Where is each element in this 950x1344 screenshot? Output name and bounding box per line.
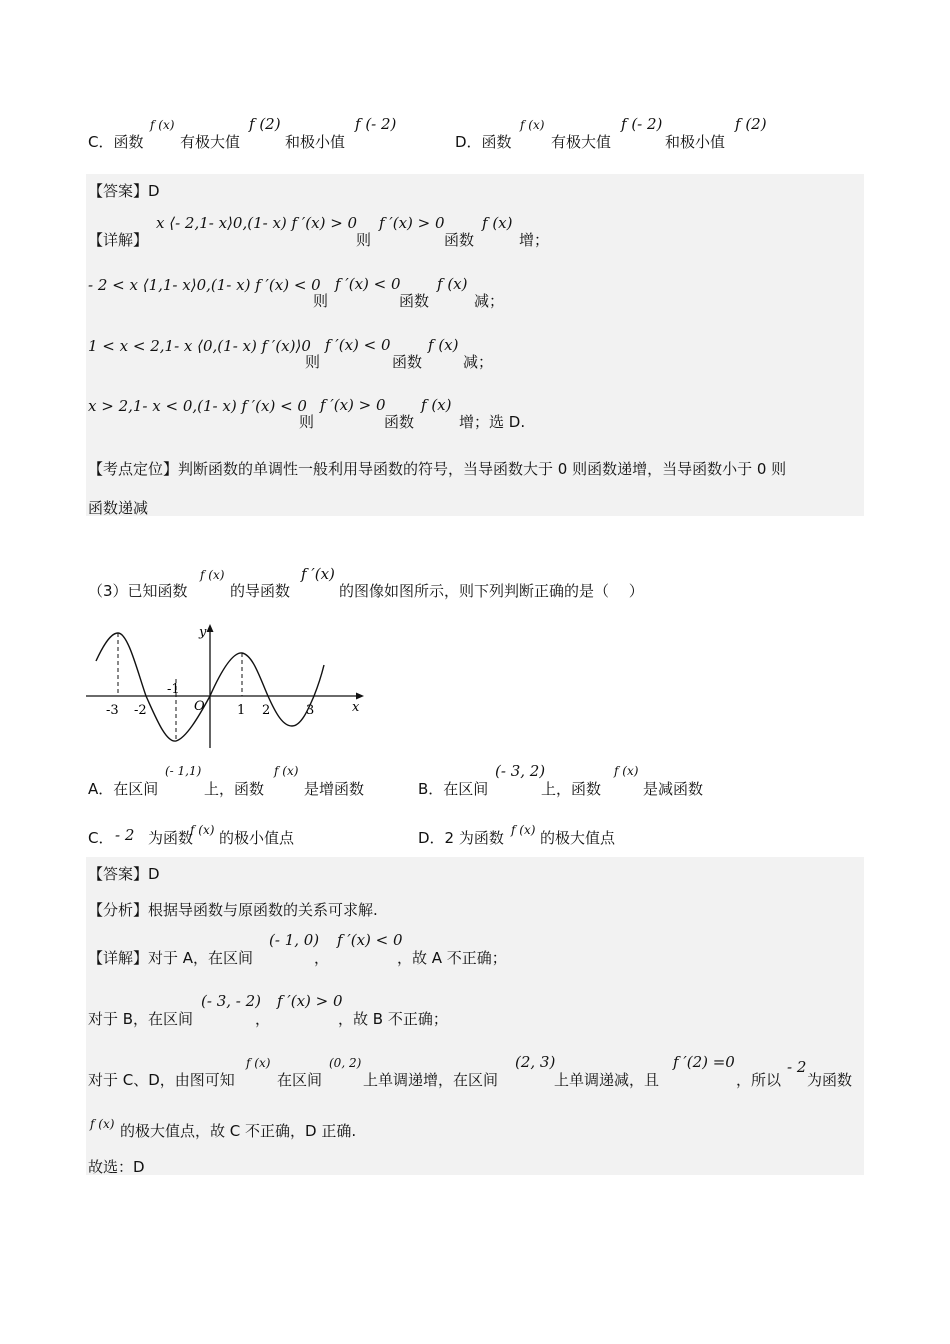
q2-line2-math: - 2 < x ⟨1,1- x⟩0,(1- x) f ′(x) < 0 — [88, 276, 321, 294]
q3-detail-line3-int1: (0, 2) — [329, 1056, 362, 1070]
q3-detail-line1-end: ，故 A 不正确； — [397, 949, 507, 967]
q2-line4-math: x > 2,1- x < 0,(1- x) f ′(x) < 0 — [88, 397, 307, 415]
q3-option-c-val: - 2 — [115, 826, 135, 844]
q3-option-c-label: C． — [88, 829, 114, 847]
q3-detail-line3-val: - 2 — [787, 1058, 807, 1076]
q3-analysis: 【分析】根据导函数与原函数的关系可求解. — [88, 901, 378, 919]
q3-answer: 【答案】D — [88, 865, 160, 883]
q2-line1-then: 则 — [356, 231, 372, 249]
q2-option-c-and-min: 和极小值 — [285, 133, 346, 151]
q3-detail-line3-eq: f ′(2) =0 — [673, 1053, 735, 1071]
q3-stem-b: 的导函数 — [230, 582, 291, 600]
q2-option-d-and-min: 和极小值 — [665, 133, 726, 151]
q2-option-c-label: C．函数 — [88, 133, 144, 151]
q2-line1-deriv: f ′(x) > 0 — [379, 214, 445, 232]
q3-detail-line1-deriv: f ′(x) < 0 — [337, 931, 403, 949]
q2-line3-then: 则 — [305, 353, 321, 371]
q3-detail-line3-f: 为函数 — [807, 1071, 853, 1089]
q2-line4-func: 函数 — [384, 413, 415, 431]
q3-stem-dfx: f ′(x) — [301, 565, 335, 583]
q2-option-d-fx: f (x) — [520, 118, 545, 132]
q2-option-d-label: D．函数 — [455, 133, 512, 151]
q3-detail-line2-deriv: f ′(x) > 0 — [277, 992, 343, 1010]
q2-detail-label: 【详解】 — [88, 231, 149, 249]
q3-detail-line4-fx: f (x) — [90, 1117, 115, 1131]
q3-detail-line1-comma: ， — [314, 949, 330, 967]
q3-option-c-mid: 为函数 — [148, 829, 194, 847]
q2-line2-end: 减； — [474, 292, 505, 310]
q3-detail-line2-end: ，故 B 不正确； — [338, 1010, 448, 1028]
tick-label-3: 3 — [306, 703, 315, 718]
q2-line3-func: 函数 — [392, 353, 423, 371]
q2-line4-fx: f (x) — [421, 396, 452, 414]
q3-detail-line3-int2: (2, 3) — [515, 1053, 556, 1071]
q2-option-d-f2: f (2) — [735, 115, 767, 133]
q3-detail-line3-a: 对于 C、D，由图可知 — [88, 1071, 235, 1089]
q2-kaodian-line2: 函数递减 — [88, 499, 149, 517]
y-axis-arrow — [207, 624, 214, 632]
q2-line3-math: 1 < x < 2,1- x ⟨0,(1- x) f ′(x)⟩0 — [88, 337, 311, 355]
q2-line3-deriv: f ′(x) < 0 — [325, 336, 391, 354]
q3-stem-a: （3）已知函数 — [88, 582, 188, 600]
q3-detail-line3-e: ，所以 — [736, 1071, 782, 1089]
q3-option-d-fx: f (x) — [511, 823, 536, 837]
q3-final-answer: 故选：D — [88, 1158, 145, 1176]
tick-label-1: 1 — [237, 703, 246, 718]
q2-option-d-fm2: f (- 2) — [621, 115, 663, 133]
tick-label-minus-2: -2 — [134, 703, 147, 718]
q3-detail-line3-c: 上单调递增，在区间 — [363, 1071, 499, 1089]
q2-line2-fx: f (x) — [437, 275, 468, 293]
q2-line1-math: x ⟨- 2,1- x⟩0,(1- x) f ′(x) > 0 — [156, 214, 358, 232]
q2-line1-fx: f (x) — [482, 214, 513, 232]
q3-detail-line3-b: 在区间 — [277, 1071, 323, 1089]
q2-answer: 【答案】D — [88, 182, 160, 200]
q3-stem-c: 的图像如图所示，则下列判断正确的是（ ） — [339, 582, 644, 600]
q2-line3-end: 减； — [463, 353, 494, 371]
q3-detail-line3-d: 上单调递减，且 — [554, 1071, 660, 1089]
q3-option-d-end: 的极大值点 — [540, 829, 616, 847]
q2-line4-end: 增；选 D. — [459, 413, 526, 431]
x-axis-label: x — [352, 700, 360, 715]
origin-label: O — [194, 699, 205, 714]
q2-option-c-fm2: f (- 2) — [355, 115, 397, 133]
q3-option-b-mid: 上，函数 — [541, 780, 602, 798]
derivative-graph — [86, 618, 366, 753]
tick-label-2: 2 — [262, 703, 271, 718]
x-axis-arrow — [356, 693, 364, 700]
q2-line3-fx: f (x) — [428, 336, 459, 354]
q3-option-a-label: A．在区间 — [88, 780, 159, 798]
tick-label-minus-3: -3 — [106, 703, 119, 718]
q2-option-c-fx: f (x) — [150, 118, 175, 132]
q3-detail-line2-comma: ， — [255, 1010, 271, 1028]
q3-option-d-label: D．2 为函数 — [418, 829, 504, 847]
q2-line2-then: 则 — [313, 292, 329, 310]
q3-option-a-interval: (- 1,1) — [165, 764, 202, 778]
q3-detail-line2-interval: (- 3, - 2) — [201, 992, 261, 1010]
q2-line4-then: 则 — [299, 413, 315, 431]
q2-kaodian-line1: 【考点定位】判断函数的单调性一般利用导函数的符号，当导函数大于 0 则函数递增，当导函数小于 0 则 — [88, 460, 787, 478]
q3-option-b-end: 是减函数 — [643, 780, 704, 798]
q2-option-d-has-max: 有极大值 — [551, 133, 612, 151]
q2-line1-func: 函数 — [444, 231, 475, 249]
q2-line1-end: 增； — [519, 231, 550, 249]
q3-option-b-interval: (- 3, 2) — [495, 762, 546, 780]
q2-line2-func: 函数 — [399, 292, 430, 310]
q3-detail-line2: 对于 B，在区间 — [88, 1010, 194, 1028]
q2-line2-deriv: f ′(x) < 0 — [335, 275, 401, 293]
q3-option-a-end: 是增函数 — [304, 780, 365, 798]
q3-option-a-fx: f (x) — [274, 764, 299, 778]
q3-stem-fx: f (x) — [200, 568, 225, 582]
tick-label-minus-1: -1 — [167, 682, 180, 697]
q3-option-b-label: B．在区间 — [418, 780, 489, 798]
q2-option-c-has-max: 有极大值 — [180, 133, 241, 151]
q3-option-a-mid: 上，函数 — [204, 780, 265, 798]
q3-option-c-end: 的极小值点 — [219, 829, 295, 847]
q3-detail-line1-interval: (- 1, 0) — [269, 931, 320, 949]
q3-detail-line1: 【详解】对于 A，在区间 — [88, 949, 254, 967]
q3-detail-line3-fx: f (x) — [246, 1056, 271, 1070]
q3-detail-line4-end: 的极大值点，故 C 不正确，D 正确. — [120, 1122, 357, 1140]
q3-option-b-fx: f (x) — [614, 764, 639, 778]
q3-option-c-fx: f (x) — [190, 823, 215, 837]
y-axis-label: y — [199, 625, 207, 640]
q2-line4-deriv: f ′(x) > 0 — [320, 396, 386, 414]
q2-option-c-f2: f (2) — [249, 115, 281, 133]
